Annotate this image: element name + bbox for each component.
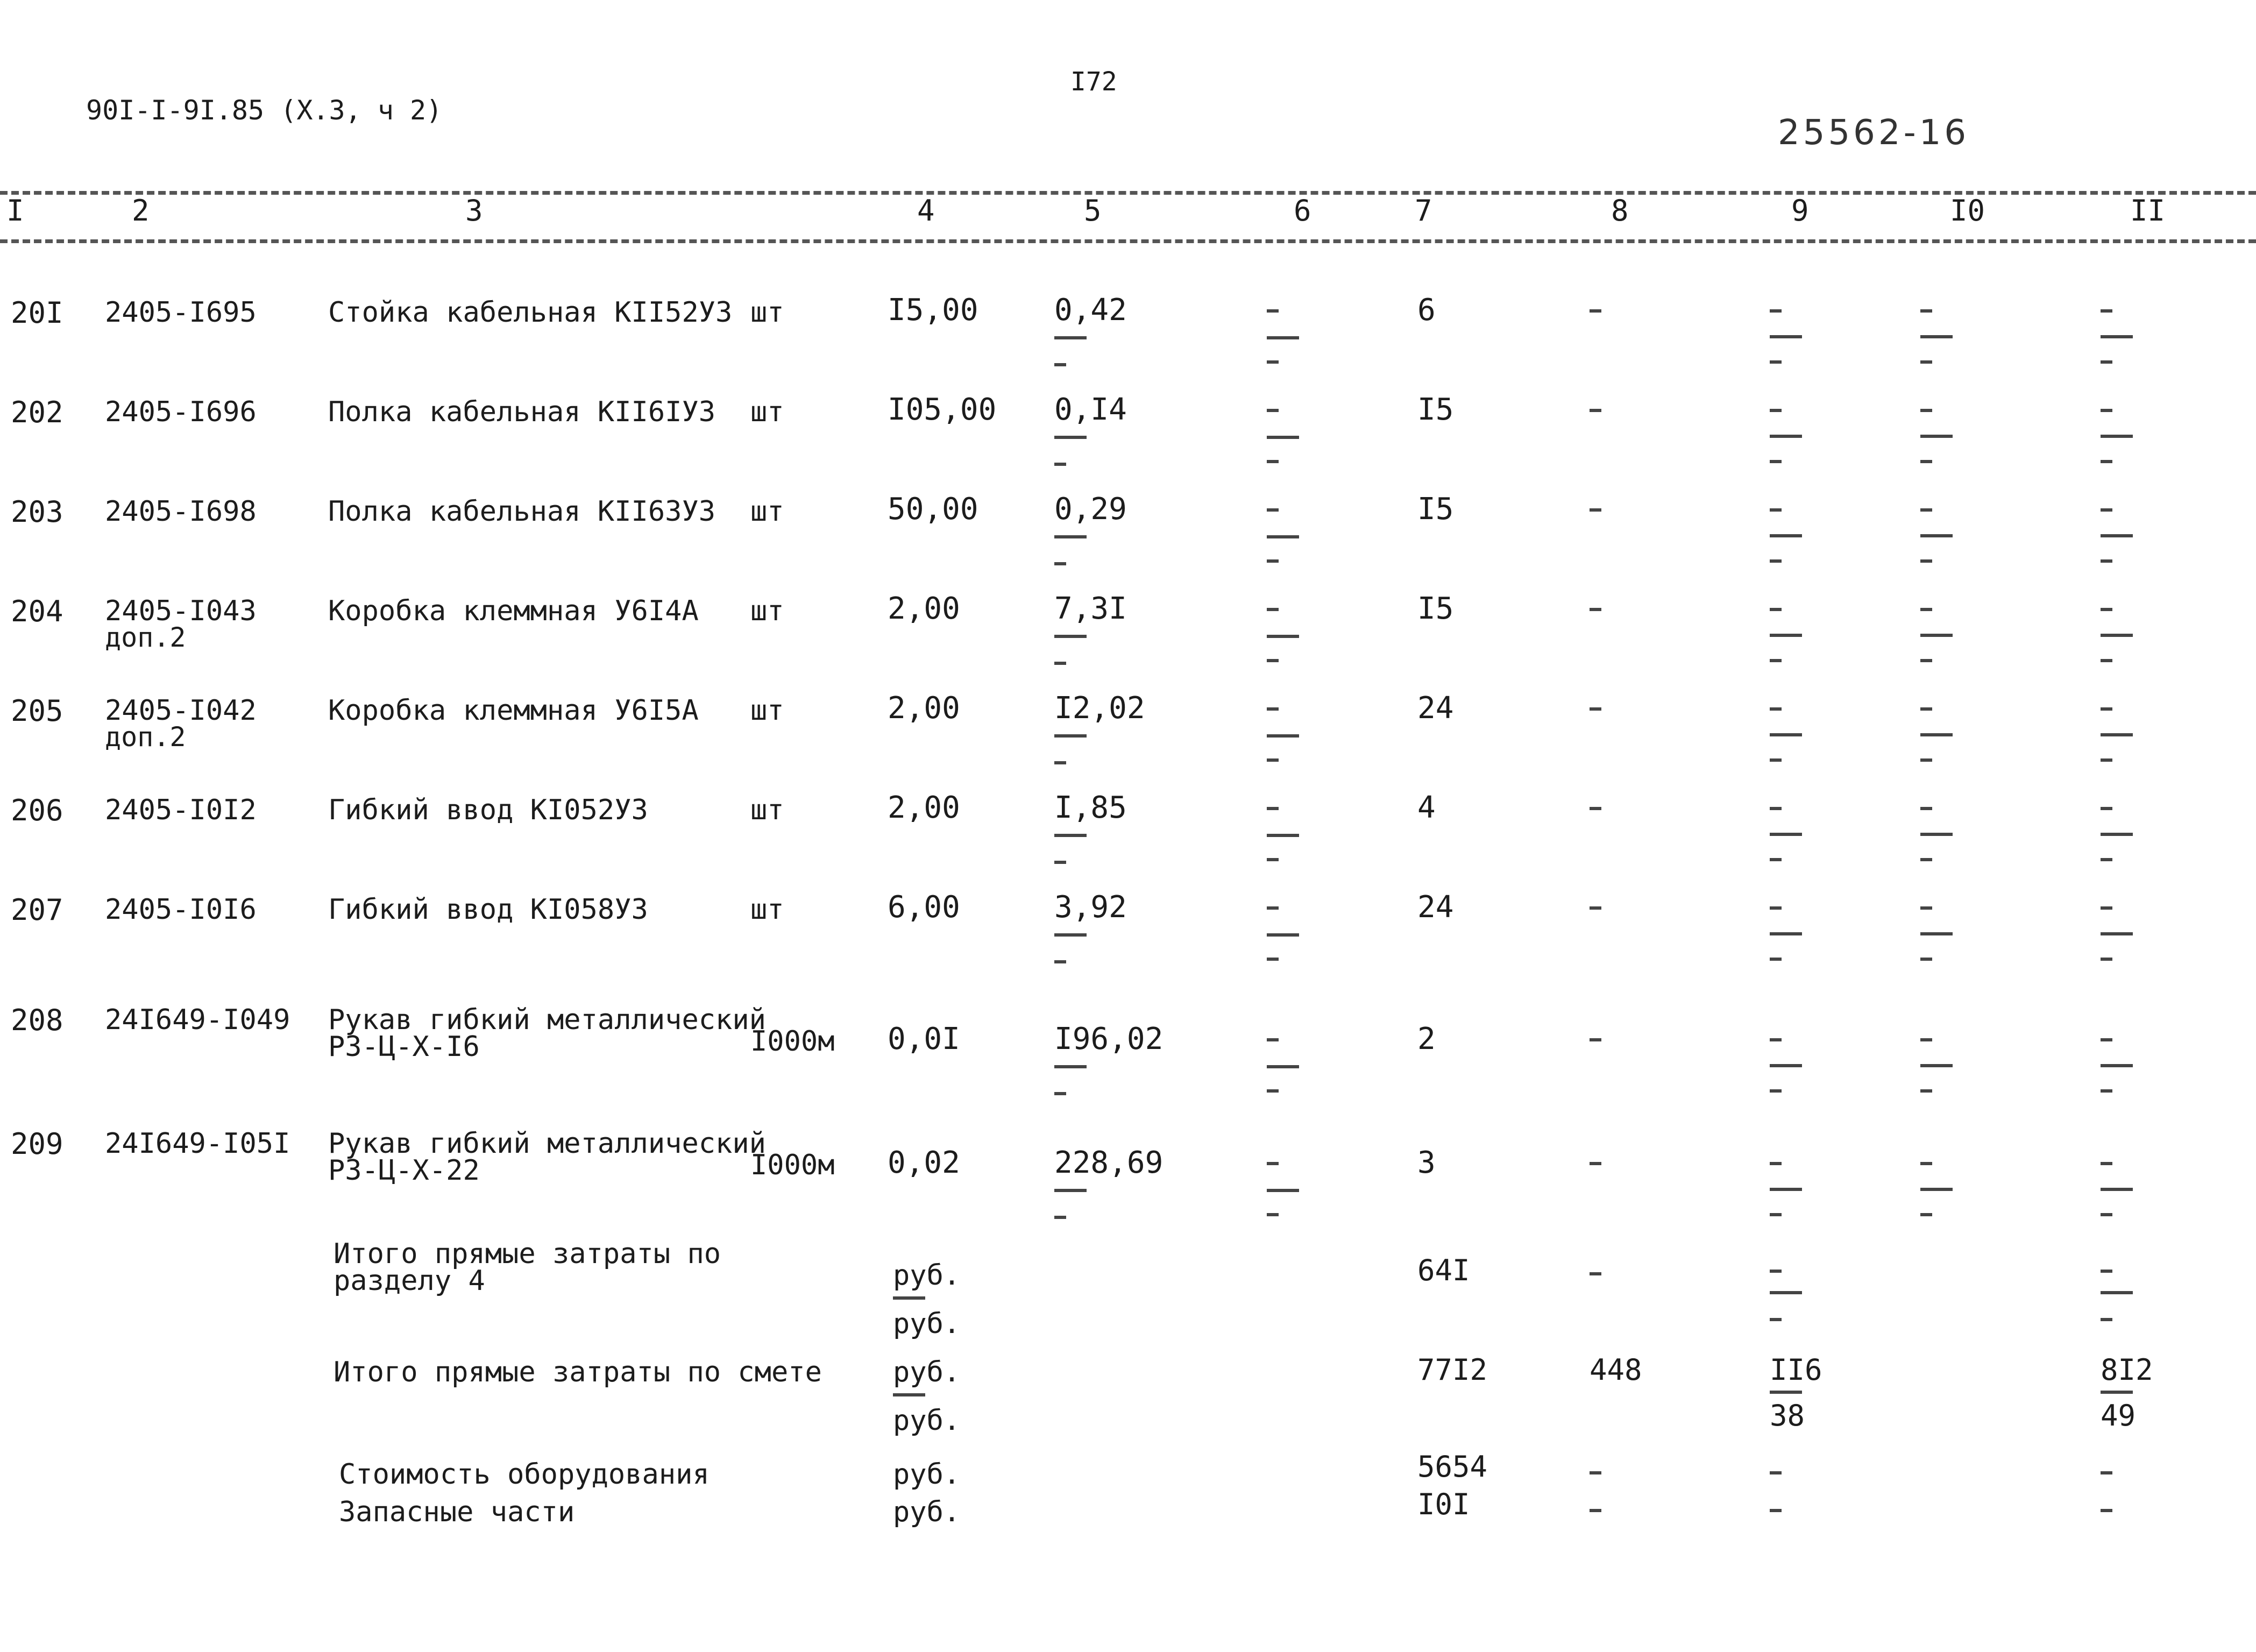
item-total: 3 (1417, 1145, 1436, 1180)
item-name-line2: Р3-Ц-Х-I6 (328, 1031, 480, 1063)
item-number: 202 (11, 395, 63, 429)
item-total: I5 (1417, 492, 1454, 527)
dash-mark (1920, 559, 1932, 563)
header-rule-bottom (0, 239, 2256, 243)
dash-mark (2101, 360, 2112, 364)
estimate-total-unit-alt: руб. (893, 1405, 961, 1437)
dash-mark (1920, 634, 1953, 637)
item-unit: шт (750, 794, 784, 826)
column-number-4: 4 (917, 194, 935, 228)
dash-mark (2101, 1162, 2112, 1165)
item-number: 209 (11, 1127, 63, 1161)
dash-mark (1267, 734, 1299, 738)
dash-mark (1920, 335, 1953, 338)
item-quantity: I5,00 (888, 293, 978, 328)
dash-mark (1770, 309, 1782, 313)
dash-mark (1770, 1089, 1782, 1093)
item-quantity: 50,00 (888, 492, 978, 527)
dash-mark (1590, 508, 1601, 512)
dash-mark (1590, 608, 1601, 611)
dash-mark (1267, 807, 1279, 810)
dash-mark (1590, 1509, 1601, 1512)
dash-mark (1770, 1213, 1782, 1216)
section-total-unit-alt: руб. (893, 1308, 961, 1340)
dash-mark (1770, 833, 1802, 836)
dash-mark (1770, 508, 1782, 512)
dash-mark (2101, 1188, 2133, 1191)
item-unit: шт (750, 894, 784, 926)
item-code: 2405-I043 (105, 595, 257, 627)
item-name: Коробка клеммная У6I4А (328, 595, 699, 627)
dash-mark (2101, 1471, 2112, 1474)
dash-mark (1920, 508, 1932, 512)
item-unit-price: 3,92 (1054, 890, 1127, 925)
dash-mark (1590, 1272, 1601, 1275)
dash-mark (1770, 758, 1782, 762)
dash-mark (1920, 958, 1932, 961)
dash-mark (2101, 508, 2112, 512)
dash-mark (1770, 1318, 1782, 1321)
item-code: 2405-I695 (105, 296, 257, 329)
dash-mark (1770, 1038, 1782, 1041)
item-total: 24 (1417, 890, 1454, 925)
item-total: 2 (1417, 1022, 1436, 1057)
item-quantity: 6,00 (888, 890, 960, 925)
item-quantity: 0,0I (888, 1022, 960, 1057)
dash-mark (2101, 435, 2133, 438)
item-unit: шт (750, 595, 784, 627)
item-number: 20I (11, 296, 63, 330)
item-code: 2405-I042 (105, 694, 257, 727)
dash-mark (1267, 635, 1299, 638)
dash-mark (1920, 460, 1932, 463)
dash-mark (2101, 1318, 2112, 1321)
dash-mark (1267, 858, 1279, 861)
dash-mark (1920, 906, 1932, 910)
estimate-total-col11-top: 8I2 (2101, 1353, 2153, 1387)
dash-mark (2101, 858, 2112, 861)
dash-mark (1770, 1188, 1802, 1191)
dash-mark (1267, 309, 1279, 313)
dash-mark (2101, 309, 2112, 313)
item-name: Рукав гибкий металлический (328, 1128, 766, 1160)
item-total: 6 (1417, 293, 1436, 328)
item-name: Коробка клеммная У6I5А (328, 694, 699, 727)
dash-mark (2101, 1064, 2133, 1067)
dash-mark (1590, 807, 1601, 810)
dash-mark (2101, 1509, 2112, 1512)
dash-mark (1920, 1188, 1953, 1191)
dash-mark (1054, 734, 1087, 738)
spare-parts-unit: руб. (893, 1496, 961, 1528)
estimate-total-col9-top: II6 (1770, 1353, 1822, 1387)
dash-mark (1770, 858, 1782, 861)
item-code: 24I649-I05I (105, 1128, 290, 1160)
item-unit-price: I2,02 (1054, 691, 1145, 726)
column-number-2: 2 (132, 194, 150, 228)
item-unit: шт (750, 495, 784, 528)
item-unit: шт (750, 396, 784, 428)
dash-mark (1054, 1216, 1066, 1219)
item-number: 204 (11, 594, 63, 628)
item-code: 2405-I0I2 (105, 794, 257, 826)
dash-mark (1267, 933, 1299, 937)
dash-mark (1770, 733, 1802, 736)
dash-mark (1920, 1038, 1932, 1041)
dash-mark (1054, 933, 1087, 937)
equipment-label: Стоимость оборудования (339, 1458, 710, 1491)
section-total-value: 64I (1417, 1253, 1470, 1287)
dash-mark (1267, 834, 1299, 837)
dash-mark (1267, 409, 1279, 412)
dash-mark (1267, 958, 1279, 961)
dash-mark (1920, 608, 1932, 611)
dash-mark (1590, 707, 1601, 711)
estimate-total-col11-bottom: 49 (2101, 1399, 2136, 1433)
item-total: 24 (1417, 691, 1454, 726)
dash-mark (2101, 1089, 2112, 1093)
dash-mark (2101, 1270, 2112, 1273)
column-number-7: 7 (1415, 194, 1432, 228)
dash-mark (1920, 1064, 1953, 1067)
document-code: 90I-I-9I.85 (X.3, ч 2) (86, 95, 443, 126)
column-number-I: I (6, 194, 24, 228)
dash-mark (2101, 460, 2112, 463)
dash-mark (1770, 1291, 1802, 1294)
item-quantity: I05,00 (888, 392, 997, 427)
estimate-total-col7: 77I2 (1417, 1353, 1488, 1387)
item-quantity: 0,02 (888, 1145, 960, 1180)
item-unit: шт (750, 296, 784, 329)
dash-mark (1920, 435, 1953, 438)
dash-mark (1054, 761, 1066, 764)
dash-mark (1267, 1065, 1299, 1068)
dash-mark (1920, 858, 1932, 861)
dash-mark (1054, 562, 1066, 565)
dash-mark (893, 1296, 925, 1300)
dash-mark (1770, 1391, 1802, 1394)
dash-mark (2101, 1213, 2112, 1216)
dash-mark (1920, 733, 1953, 736)
item-code-suffix: доп.2 (105, 622, 186, 653)
item-number: 208 (11, 1003, 63, 1037)
dash-mark (1920, 807, 1932, 810)
dash-mark (1920, 309, 1932, 313)
dash-mark (2101, 335, 2133, 338)
page-number: I72 (1070, 67, 1117, 97)
dash-mark (1054, 1189, 1087, 1192)
item-unit: шт (750, 694, 784, 727)
item-number: 205 (11, 694, 63, 728)
column-number-3: 3 (465, 194, 483, 228)
column-number-5: 5 (1084, 194, 1102, 228)
dash-mark (1770, 1509, 1782, 1512)
dash-mark (1590, 1162, 1601, 1165)
dash-mark (1590, 1471, 1601, 1474)
dash-mark (893, 1393, 925, 1396)
item-unit: I000м (750, 1025, 835, 1058)
item-quantity: 2,00 (888, 591, 960, 626)
dash-mark (1054, 635, 1087, 638)
item-code: 2405-I698 (105, 495, 257, 528)
item-unit: I000м (750, 1149, 835, 1181)
estimate-total-col8: 448 (1590, 1353, 1642, 1387)
dash-mark (1920, 1213, 1932, 1216)
dash-mark (2101, 833, 2133, 836)
item-code: 2405-I0I6 (105, 894, 257, 926)
dash-mark (1920, 659, 1932, 662)
item-name: Гибкий ввод КI052У3 (328, 794, 648, 826)
dash-mark (2101, 1291, 2133, 1294)
estimate-total-label: Итого прямые затраты по смете (334, 1356, 822, 1388)
item-code: 2405-I696 (105, 396, 257, 428)
dash-mark (1267, 360, 1279, 364)
dash-mark (1267, 436, 1299, 439)
dash-mark (1267, 906, 1279, 910)
dash-mark (1054, 1092, 1066, 1095)
dash-mark (1267, 1189, 1299, 1192)
item-name-line2: Р3-Ц-Х-22 (328, 1154, 480, 1187)
dash-mark (1920, 409, 1932, 412)
item-number: 206 (11, 793, 63, 827)
dash-mark (2101, 608, 2112, 611)
item-code: 24I649-I049 (105, 1004, 290, 1036)
dash-mark (1770, 608, 1782, 611)
dash-mark (2101, 559, 2112, 563)
section-total-label-line2: разделу 4 (334, 1265, 485, 1297)
dash-mark (1770, 435, 1802, 438)
dash-mark (1770, 707, 1782, 711)
dash-mark (1770, 409, 1782, 412)
dash-mark (2101, 906, 2112, 910)
dash-mark (2101, 1391, 2133, 1394)
dash-mark (1267, 559, 1279, 563)
item-unit-price: 0,I4 (1054, 392, 1127, 427)
dash-mark (1267, 460, 1279, 463)
dash-mark (1267, 336, 1299, 339)
item-name: Полка кабельная КII63У3 (328, 495, 716, 528)
dash-mark (2101, 958, 2112, 961)
item-name: Гибкий ввод КI058У3 (328, 894, 648, 926)
section-total-label: Итого прямые затраты по (334, 1238, 721, 1270)
dash-mark (2101, 807, 2112, 810)
item-unit-price: 0,29 (1054, 492, 1127, 527)
dash-mark (1770, 634, 1802, 637)
dash-mark (2101, 409, 2112, 412)
item-name: Рукав гибкий металлический (328, 1004, 766, 1036)
dash-mark (1770, 559, 1782, 563)
item-name: Стойка кабельная КII52У3 (328, 296, 733, 329)
dash-mark (1267, 659, 1279, 662)
item-number: 203 (11, 495, 63, 529)
item-code-suffix: доп.2 (105, 721, 186, 753)
dash-mark (1770, 958, 1782, 961)
dash-mark (2101, 534, 2133, 537)
dash-mark (1054, 662, 1066, 665)
item-quantity: 2,00 (888, 790, 960, 825)
dash-mark (1267, 1038, 1279, 1041)
dash-mark (1267, 1089, 1279, 1093)
dash-mark (1920, 1162, 1932, 1165)
spare-parts-value: I0I (1417, 1487, 1470, 1521)
item-unit-price: I96,02 (1054, 1022, 1164, 1057)
dash-mark (1920, 833, 1953, 836)
dash-mark (1920, 1089, 1932, 1093)
dash-mark (1770, 335, 1802, 338)
dash-mark (1054, 861, 1066, 864)
item-unit-price: I,85 (1054, 790, 1127, 825)
dash-mark (1770, 534, 1802, 537)
dash-mark (1054, 1065, 1087, 1068)
item-unit-price: 228,69 (1054, 1145, 1164, 1180)
dash-mark (1770, 1162, 1782, 1165)
column-number-I0: I0 (1950, 194, 1985, 228)
dash-mark (1590, 309, 1601, 313)
dash-mark (1920, 758, 1932, 762)
item-name: Полка кабельная КII6IУ3 (328, 396, 716, 428)
dash-mark (1054, 463, 1066, 466)
dash-mark (1267, 535, 1299, 538)
dash-mark (1770, 360, 1782, 364)
dash-mark (1770, 932, 1802, 935)
dash-mark (1920, 534, 1953, 537)
dash-mark (2101, 733, 2133, 736)
dash-mark (1054, 363, 1066, 366)
dash-mark (2101, 1038, 2112, 1041)
dash-mark (1267, 608, 1279, 611)
item-total: 4 (1417, 790, 1436, 825)
dash-mark (1054, 834, 1087, 837)
dash-mark (1267, 707, 1279, 711)
dash-mark (2101, 659, 2112, 662)
dash-mark (1770, 807, 1782, 810)
dash-mark (1770, 1471, 1782, 1474)
column-number-6: 6 (1294, 194, 1311, 228)
dash-mark (1054, 436, 1087, 439)
item-quantity: 2,00 (888, 691, 960, 726)
dash-mark (1054, 960, 1066, 963)
item-number: 207 (11, 893, 63, 927)
equipment-value: 5654 (1417, 1450, 1488, 1484)
dash-mark (1770, 659, 1782, 662)
dash-mark (1770, 1270, 1782, 1273)
spare-parts-label: Запасные части (339, 1496, 575, 1528)
dash-mark (2101, 634, 2133, 637)
dash-mark (1267, 508, 1279, 512)
item-unit-price: 7,3I (1054, 591, 1127, 626)
dash-mark (1590, 906, 1601, 910)
dash-mark (1770, 1064, 1802, 1067)
item-unit-price: 0,42 (1054, 293, 1127, 328)
header-rule-top (0, 191, 2256, 195)
dash-mark (1920, 360, 1932, 364)
dash-mark (2101, 758, 2112, 762)
column-number-8: 8 (1611, 194, 1629, 228)
dash-mark (1054, 336, 1087, 339)
dash-mark (1590, 1038, 1601, 1041)
dash-mark (1770, 460, 1782, 463)
dash-mark (1770, 906, 1782, 910)
dash-mark (1267, 1213, 1279, 1216)
dash-mark (1920, 707, 1932, 711)
column-number-9: 9 (1791, 194, 1809, 228)
item-total: I5 (1417, 392, 1454, 427)
estimate-total-col9-bottom: 38 (1770, 1399, 1805, 1433)
dash-mark (2101, 707, 2112, 711)
equipment-unit: руб. (893, 1458, 961, 1491)
sheet-number: 25562-16 (1778, 113, 1970, 153)
item-total: I5 (1417, 591, 1454, 626)
dash-mark (1267, 758, 1279, 762)
estimate-total-unit: руб. (893, 1356, 961, 1388)
section-total-unit: руб. (893, 1259, 961, 1292)
dash-mark (1920, 932, 1953, 935)
column-number-II: II (2130, 194, 2166, 228)
dash-mark (2101, 932, 2133, 935)
dash-mark (1590, 409, 1601, 412)
dash-mark (1054, 535, 1087, 538)
dash-mark (1267, 1162, 1279, 1165)
